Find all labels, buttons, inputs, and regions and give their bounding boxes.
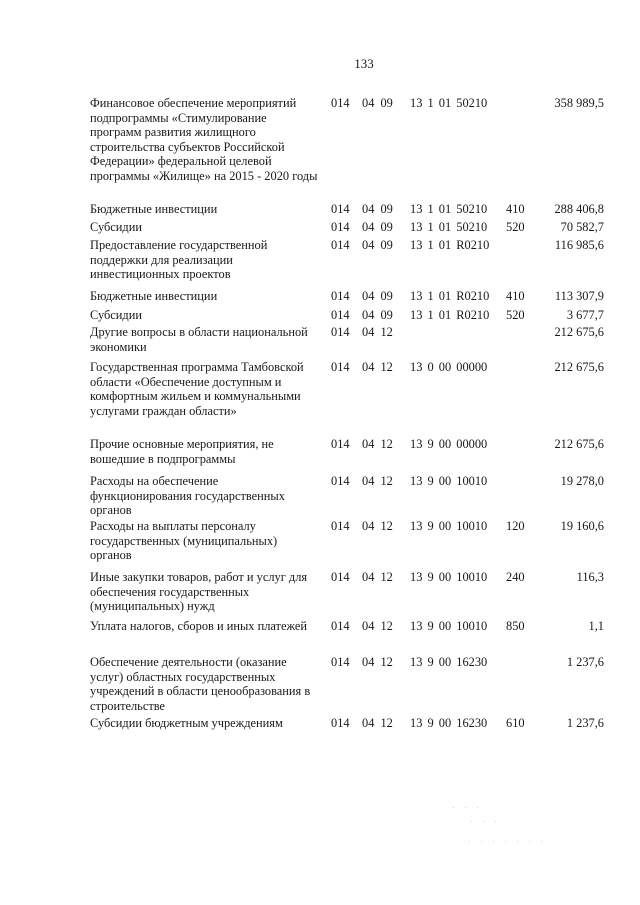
row-name: Бюджетные инвестиции	[90, 202, 218, 216]
amount: 212 675,6	[554, 437, 604, 451]
target-code: 13 9 00 10010	[410, 519, 488, 533]
amount: 1,1	[588, 619, 604, 633]
ministry-code: 014	[331, 655, 350, 669]
row-name: Предоставление государственной поддержки для реализации инвестиционных проектов	[90, 238, 268, 282]
target-code: 13 1 01 R0210	[410, 289, 490, 303]
target-code: 13 1 01 R0210	[410, 308, 490, 322]
ministry-code: 014	[331, 325, 350, 339]
scan-speckle: · · ·	[452, 804, 483, 812]
ministry-code: 014	[331, 619, 350, 633]
target-code: 13 9 00 10010	[410, 619, 488, 633]
expense-type-code: 850	[506, 619, 525, 633]
target-code: 13 9 00 16230	[410, 716, 488, 730]
section-code: 04 09	[362, 96, 393, 110]
target-code: 13 1 01 50210	[410, 96, 488, 110]
target-code: 13 1 01 50210	[410, 220, 488, 234]
row-name: Уплата налогов, сборов и иных платежей	[90, 619, 308, 633]
expense-type-code: 410	[506, 202, 525, 216]
expense-type-code: 520	[506, 308, 525, 322]
amount: 116 985,6	[554, 238, 604, 252]
expense-type-code: 240	[506, 570, 525, 584]
expense-type-code: 410	[506, 289, 525, 303]
section-code: 04 09	[362, 220, 393, 234]
ministry-code: 014	[331, 220, 350, 234]
target-code: 13 9 00 10010	[410, 474, 488, 488]
amount: 116,3	[576, 570, 604, 584]
amount: 358 989,5	[554, 96, 604, 110]
row-name: Субсидии бюджетным учреждениям	[90, 716, 283, 730]
section-code: 04 09	[362, 308, 393, 322]
section-code: 04 12	[362, 519, 393, 533]
section-code: 04 12	[362, 570, 393, 584]
target-code: 13 9 00 00000	[410, 437, 488, 451]
row-name: Бюджетные инвестиции	[90, 289, 218, 303]
section-code: 04 12	[362, 437, 393, 451]
amount: 113 307,9	[554, 289, 604, 303]
amount: 19 278,0	[560, 474, 604, 488]
section-code: 04 12	[362, 655, 393, 669]
section-code: 04 09	[362, 238, 393, 252]
ministry-code: 014	[331, 360, 350, 374]
amount: 1 237,6	[566, 716, 604, 730]
target-code: 13 9 00 10010	[410, 570, 488, 584]
ministry-code: 014	[331, 437, 350, 451]
row-name: Субсидии	[90, 308, 142, 322]
section-code: 04 12	[362, 325, 393, 339]
section-code: 04 09	[362, 289, 393, 303]
amount: 288 406,8	[554, 202, 604, 216]
amount: 212 675,6	[554, 325, 604, 339]
amount: 212 675,6	[554, 360, 604, 374]
section-code: 04 12	[362, 619, 393, 633]
section-code: 04 12	[362, 716, 393, 730]
target-code: 13 9 00 16230	[410, 655, 488, 669]
section-code: 04 12	[362, 360, 393, 374]
ministry-code: 014	[331, 96, 350, 110]
amount: 3 677,7	[566, 308, 604, 322]
ministry-code: 014	[331, 519, 350, 533]
amount: 1 237,6	[566, 655, 604, 669]
ministry-code: 014	[331, 289, 350, 303]
ministry-code: 014	[331, 308, 350, 322]
row-name: Иные закупки товаров, работ и услуг для обеспечения государственных (муниципальных) нужд	[90, 570, 308, 614]
section-code: 04 12	[362, 474, 393, 488]
ministry-code: 014	[331, 202, 350, 216]
amount: 70 582,7	[560, 220, 604, 234]
row-name: Прочие основные мероприятия, не вошедшие в подпрограммы	[90, 437, 274, 466]
target-code: 13 1 01 50210	[410, 202, 488, 216]
row-name: Государственная программа Тамбовской области «Обеспечение доступным и комфортным жильем и коммунальными услугами граждан области»	[90, 360, 304, 418]
row-name: Другие вопросы в области национальной экономики	[90, 325, 308, 354]
ministry-code: 014	[331, 238, 350, 252]
amount: 19 160,6	[560, 519, 604, 533]
row-name: Финансовое обеспечение мероприятий подпрограммы «Стимулирование программ развития жилищного строительства субъектов Российской Федерации» федеральной целевой программы «Жилище» на 2015 - 2020 годы	[90, 96, 318, 183]
row-name: Расходы на обеспечение функционирования государственных органов	[90, 474, 285, 518]
row-name: Субсидии	[90, 220, 142, 234]
target-code: 13 1 01 R0210	[410, 238, 490, 252]
expense-type-code: 120	[506, 519, 525, 533]
ministry-code: 014	[331, 570, 350, 584]
row-name: Расходы на выплаты персоналу государственных (муниципальных) органов	[90, 519, 278, 563]
row-name: Обеспечение деятельности (оказание услуг) областных государственных учреждений в области ценообразования в строительстве	[90, 655, 311, 713]
target-code: 13 0 00 00000	[410, 360, 488, 374]
section-code: 04 09	[362, 202, 393, 216]
expense-type-code: 610	[506, 716, 525, 730]
page-number: 133	[354, 56, 374, 71]
scan-speckle: · · ·	[470, 818, 501, 826]
ministry-code: 014	[331, 474, 350, 488]
scan-speckle: · · · · · · ·	[468, 838, 547, 846]
expense-type-code: 520	[506, 220, 525, 234]
ministry-code: 014	[331, 716, 350, 730]
